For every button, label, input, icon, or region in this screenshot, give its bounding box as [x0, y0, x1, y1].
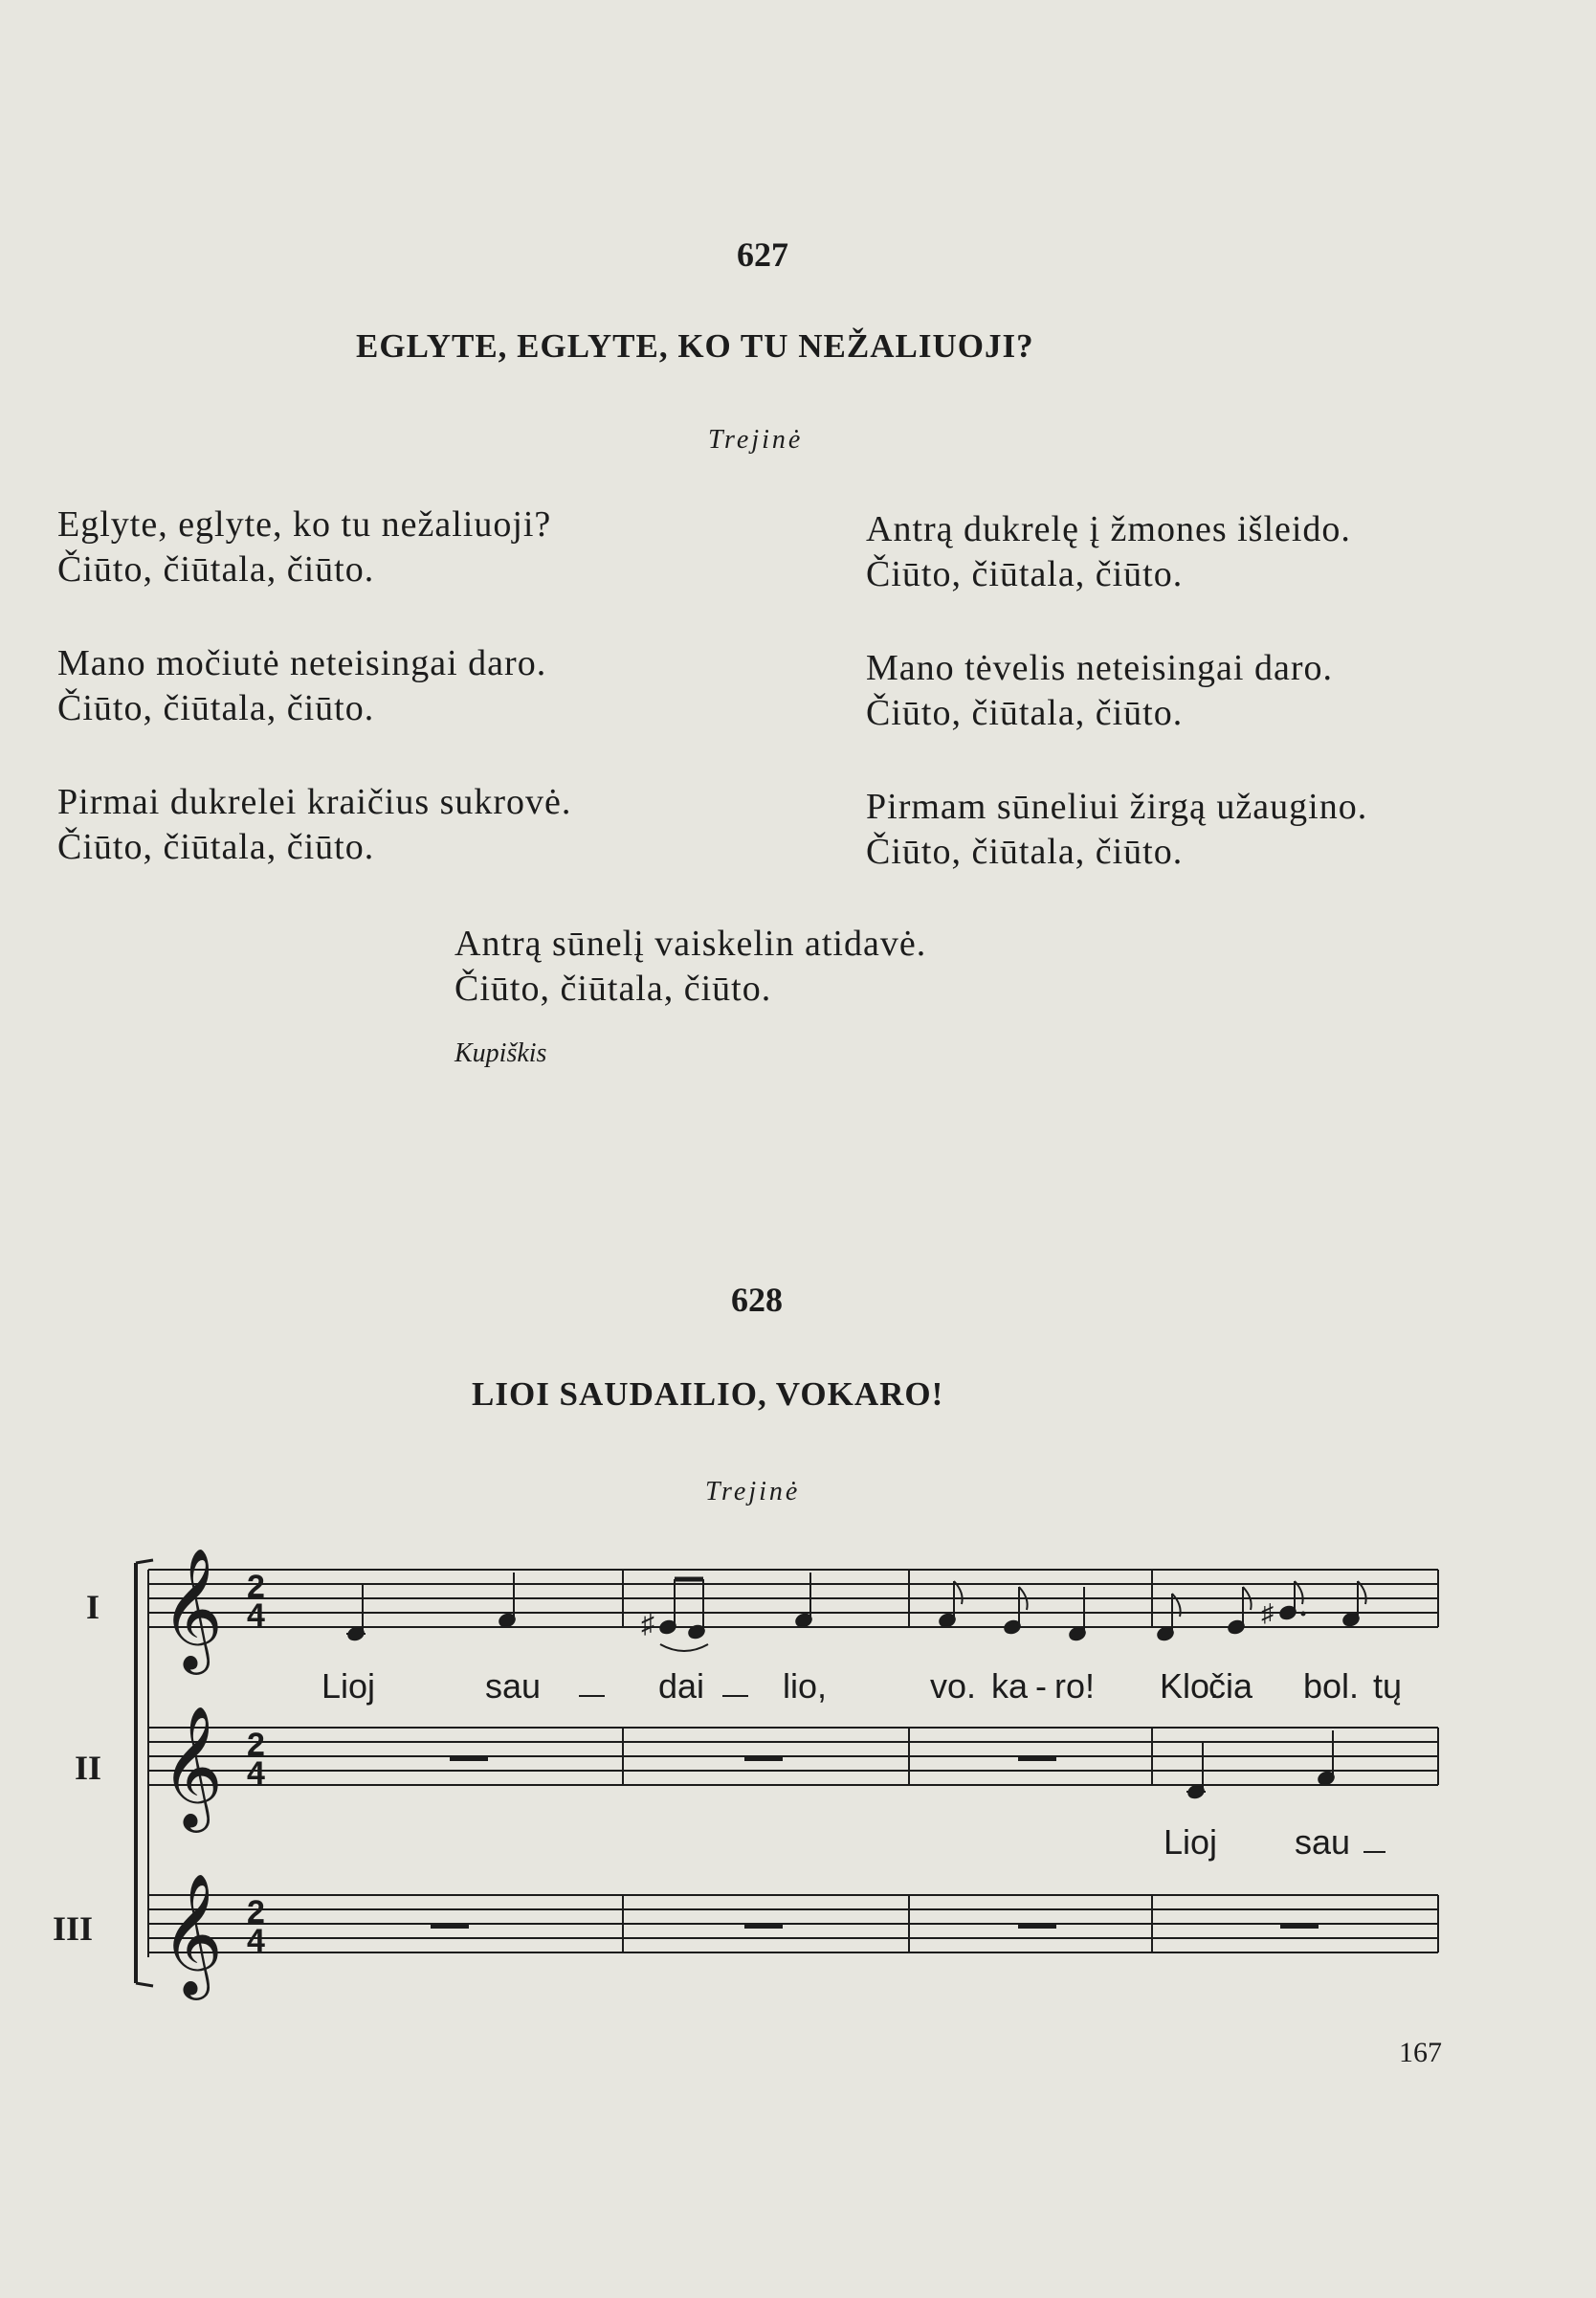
slur: [660, 1644, 708, 1651]
song-title: EGLYTE, EGLYTE, KO TU NEŽALIUOJI?: [356, 327, 1034, 365]
lyrics-part-1: [321, 1666, 1402, 1706]
dot: [1301, 1612, 1306, 1617]
refrain-line: Čiūto, čiūtala, čiūto.: [866, 832, 1184, 872]
part-label-2: II: [75, 1749, 102, 1787]
whole-rest: [450, 1755, 488, 1761]
lyric-syllable: dai: [658, 1666, 705, 1706]
time-signature-top: 2: [247, 1894, 265, 1930]
lyric-syllable: Klo.: [1160, 1666, 1220, 1706]
song-type: Trejinė: [705, 1477, 801, 1506]
time-signatures: [247, 1569, 265, 1959]
refrain-line: Čiūto, čiūtala, čiūto.: [866, 554, 1184, 594]
treble-clef-icon: 𝄞: [161, 1707, 224, 1825]
part-label-1: I: [86, 1588, 100, 1626]
time-signature-bottom: 4: [247, 1597, 265, 1634]
page-number: 167: [1399, 2037, 1442, 2068]
verse-line: Mano tėvelis neteisingai daro.: [866, 648, 1333, 688]
time-signature-bottom: 4: [247, 1923, 265, 1959]
refrain-line: Čiūto, čiūtala, čiūto.: [57, 688, 375, 728]
verse-line: Mano močiutė neteisingai daro.: [57, 643, 547, 683]
treble-clef-icon: 𝄞: [161, 1550, 224, 1667]
lyric-syllable: lio,: [783, 1666, 828, 1706]
time-signature-bottom: 4: [247, 1755, 265, 1792]
part-label-3: III: [53, 1909, 94, 1948]
lyric-syllable: Lioj: [321, 1666, 376, 1706]
refrain-line: Čiūto, čiūtala, čiūto.: [454, 969, 772, 1009]
treble-clef-icon: 𝄞: [161, 1875, 224, 1993]
place-of-recording: Kupiškis: [454, 1038, 547, 1068]
staff-3: [148, 1895, 1438, 1952]
time-signature-top: 2: [247, 1727, 265, 1763]
song-type: Trejinė: [708, 425, 804, 455]
lyric-syllable: čia: [1208, 1666, 1253, 1706]
lyric-syllable: vo.: [930, 1666, 977, 1706]
time-signature-top: 2: [247, 1569, 265, 1605]
whole-rest: [744, 1755, 783, 1761]
lyric-syllable: ka: [991, 1666, 1029, 1706]
lyric-syllable: bol.: [1303, 1666, 1360, 1706]
verse-line: Pirmai dukrelei kraičius sukrovė.: [57, 782, 572, 822]
whole-rest: [1018, 1755, 1056, 1761]
staff-2-notes: [450, 1730, 1336, 1799]
staff-1: [148, 1570, 1438, 1627]
sharp-icon: ♯: [641, 1609, 654, 1639]
verse-line: Antrą sūnelį vaiskelin atidavė.: [454, 924, 927, 964]
lyric-syllable: ro!: [1054, 1666, 1096, 1706]
lyric-syllable: tų: [1373, 1666, 1403, 1706]
sharp-icon: ♯: [1261, 1598, 1274, 1627]
whole-rest: [1018, 1923, 1056, 1929]
lyric-syllable: sau: [485, 1666, 542, 1706]
staff-2: [148, 1728, 1438, 1785]
verse-line: Eglyte, eglyte, ko tu nežaliuoji?: [57, 504, 552, 545]
lyric-syllable: sau: [1295, 1822, 1351, 1862]
whole-rest: [431, 1923, 469, 1929]
lyric-syllable: Lioj: [1164, 1822, 1218, 1862]
song-number: 627: [737, 235, 788, 274]
lyrics-part-2: [1164, 1822, 1385, 1862]
song-title: LIOI SAUDAILIO, VOKARO!: [472, 1375, 944, 1413]
whole-rest: [1280, 1923, 1319, 1929]
verse-line: Pirmam sūneliui žirgą užaugino.: [866, 787, 1368, 827]
refrain-line: Čiūto, čiūtala, čiūto.: [57, 827, 375, 867]
refrain-line: Čiūto, čiūtala, čiūto.: [866, 693, 1184, 733]
song-number: 628: [731, 1281, 783, 1319]
lyric-hyphen: -: [1035, 1666, 1047, 1706]
whole-rest: [744, 1923, 783, 1929]
verse-line: Antrą dukrelę į žmones išleido.: [866, 509, 1351, 549]
refrain-line: Čiūto, čiūtala, čiūto.: [57, 549, 375, 590]
